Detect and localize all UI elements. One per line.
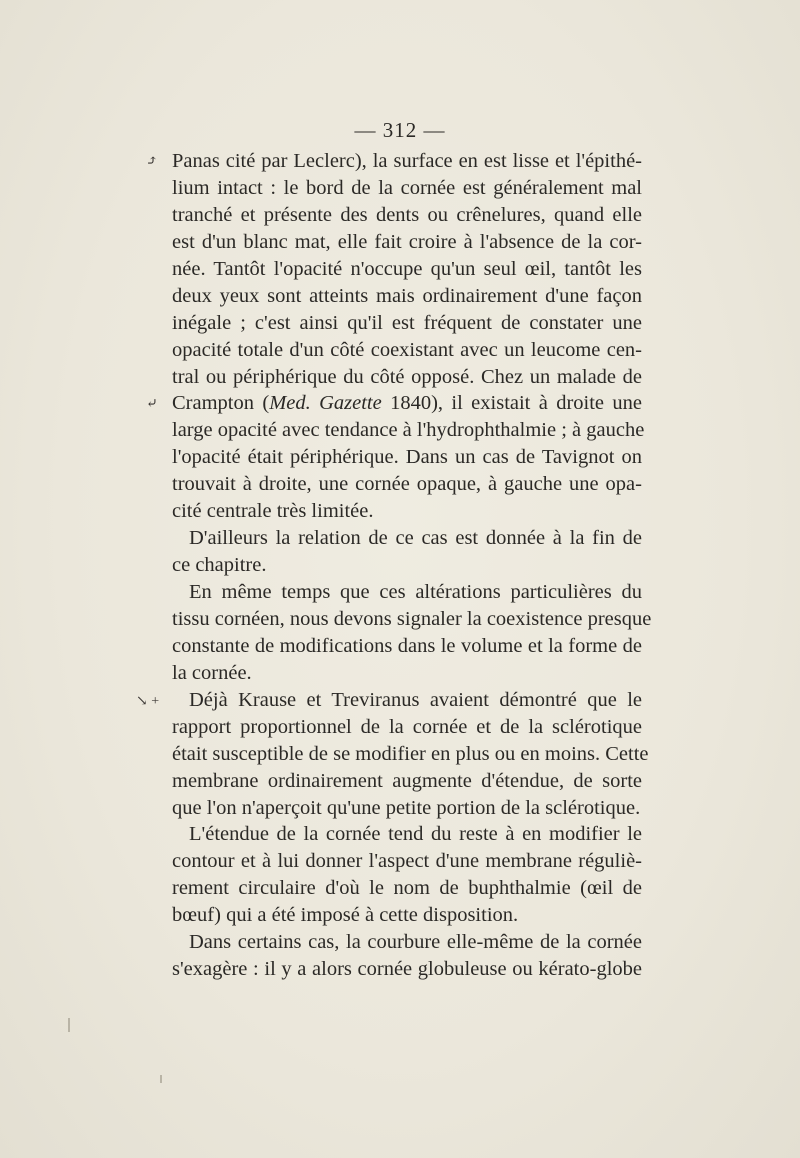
text-line: ce chapitre. — [172, 554, 267, 577]
text-line: contour et à lui donner l'aspect d'une membrane réguliè- — [172, 850, 642, 873]
margin-annotation-3: ↘ + — [136, 694, 160, 709]
text-line: Déjà Krause et Treviranus avaient démontré que le — [189, 688, 642, 711]
text-line: tranché et présente des dents ou crênelures, quand elle — [172, 203, 642, 226]
paper-speck — [68, 1018, 70, 1032]
text-line: D'ailleurs la relation de ce cas est donnée à la fin de — [189, 527, 642, 550]
text-line: l'opacité était périphérique. Dans un cas de Tavignot on — [172, 446, 642, 469]
text-line: née. Tantôt l'opacité n'occupe qu'un seul œil, tantôt les — [172, 257, 642, 280]
text-line: rapport proportionnel de la cornée et de la sclérotique — [172, 715, 642, 738]
text-line: trouvait à droite, une cornée opaque, à gauche une opa- — [172, 473, 642, 496]
text-line: la cornée. — [172, 661, 252, 684]
text-line: Panas cité par Leclerc), la surface en est lisse et l'épithé- — [172, 150, 642, 172]
text-line: était susceptible de se modifier en plus ou en moins. Cette — [172, 742, 649, 765]
text-line: s'exagère : il y a alors cornée globuleuse ou kérato-globe — [172, 958, 642, 981]
text-line: L'étendue de la cornée tend du reste à en modifier le — [189, 823, 642, 846]
text-line: membrane ordinairement augmente d'étendue, de sorte — [172, 769, 642, 792]
text-line: cité centrale très limitée. — [172, 500, 374, 523]
paper-speck — [160, 1075, 162, 1083]
text-line: rement circulaire d'où le nom de buphthalmie (œil de — [172, 877, 642, 900]
text-line: deux yeux sont atteints mais ordinairement d'une façon — [172, 284, 642, 307]
text-line: Crampton (Med. Gazette 1840), il existait à droite une — [172, 392, 642, 415]
body-text — [172, 148, 652, 983]
text-line: inégale ; c'est ainsi qu'il est fréquent de constater une — [172, 311, 642, 334]
text-line: tral ou périphérique du côté opposé. Chez un malade de — [172, 365, 642, 388]
text-line: opacité totale d'un côté coexistant avec un leucome cen- — [172, 338, 642, 361]
text-line: que l'on n'aperçoit qu'une petite portion de la sclérotique. — [172, 796, 641, 819]
margin-annotation-1: ⤴ — [146, 154, 158, 169]
margin-annotation-2: ⤶ — [146, 397, 158, 412]
text-line: large opacité avec tendance à l'hydrophthalmie ; à gauche — [172, 419, 645, 442]
journal-title: Med. Gazette — [269, 392, 382, 415]
text-line: est d'un blanc mat, elle fait croire à l'absence de la cor- — [172, 230, 642, 253]
text-line: Dans certains cas, la courbure elle-même de la cornée — [189, 931, 642, 954]
text-line: bœuf) qui a été imposé à cette disposition. — [172, 904, 519, 927]
text-line: lium intact : le bord de la cornée est généralement mal — [172, 176, 642, 199]
page-number: — 312 — — [354, 118, 446, 142]
text-line: tissu cornéen, nous devons signaler la coexistence presque — [172, 607, 652, 630]
text-line: En même temps que ces altérations particulières du — [189, 581, 642, 603]
text-line: constante de modifications dans le volume et la forme de — [172, 634, 642, 657]
